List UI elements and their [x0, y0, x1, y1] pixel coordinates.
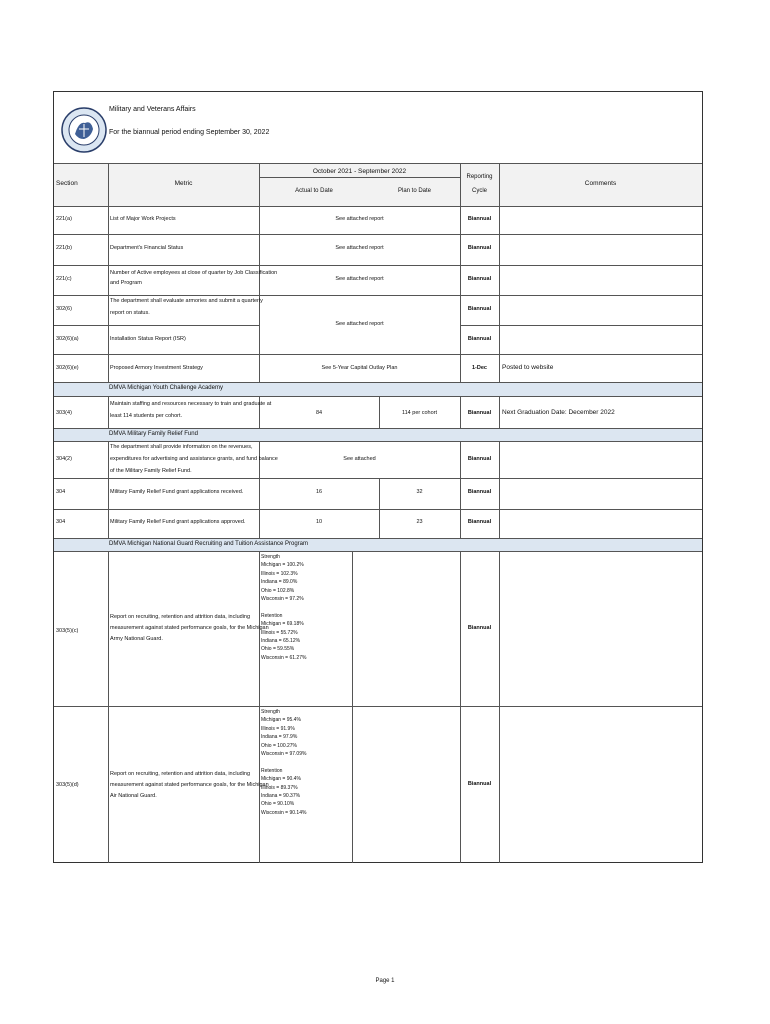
row-cycle: Biannual: [467, 336, 492, 342]
row-cycle: Biannual: [467, 781, 492, 787]
row-metric: measurement against stated performance goals, for the Michigan: [110, 782, 269, 788]
col-plan: Plan to Date: [397, 188, 432, 194]
row-cycle: Biannual: [467, 625, 492, 631]
row-actual: 10: [315, 519, 323, 525]
row-metric: Department's Financial Status: [110, 245, 184, 251]
row-section: 221(c): [56, 276, 72, 282]
report-sheet: [53, 91, 703, 863]
row-metric: Installation Status Report (ISR): [110, 336, 186, 342]
report-period: For the biannual period ending September 30, 2022: [109, 129, 270, 136]
row-metric: Proposed Armory Investment Strategy: [110, 365, 203, 371]
row-cycle: Biannual: [467, 245, 492, 251]
row-section: 303(4): [56, 410, 72, 416]
row-value: See attached report: [335, 276, 384, 282]
row-metric: of the Military Family Relief Fund.: [110, 468, 192, 474]
row-section: 304: [56, 519, 66, 525]
row-metric: Report on recruiting, retention and attrition data, including: [110, 771, 251, 777]
row-section: 302(6)(e): [56, 365, 79, 371]
row-cycle: Biannual: [467, 306, 492, 312]
col-actual: Actual to Date: [295, 188, 333, 194]
col-cycle-line1: Reporting: [466, 174, 493, 180]
air-stats-list: Strength Michigan = 95.4% Illinois = 91.9% Indiana = 97.9% Ohio = 100.27% Wisconsin = 97.09% Retention Michigan = 90.4% Illinois = 89.37% Indiana = 90.37% Ohio = 90.10% Wisconsin = 90.14%: [261, 709, 307, 816]
row-section: 303(5)(d): [56, 782, 79, 788]
row-metric: least 114 students per cohort.: [110, 413, 183, 419]
row-section: 304: [56, 489, 66, 495]
row-metric: report on status.: [110, 310, 150, 316]
dmva-seal-logo: [61, 107, 107, 153]
row-metric: and Program: [110, 280, 142, 286]
section-band-title: DMVA Michigan National Guard Recruiting and Tuition Assistance Program: [109, 541, 308, 547]
row-section: 221(b): [56, 245, 72, 251]
col-cycle-line2: Cycle: [471, 188, 487, 194]
row-metric: Number of Active employees at close of quarter by Job Classification: [110, 270, 278, 276]
row-comment: Posted to website: [502, 364, 554, 371]
row-value: See 5-Year Capital Outlay Plan: [321, 365, 398, 371]
col-metric: Metric: [174, 180, 193, 187]
col-comments: Comments: [584, 180, 617, 187]
section-band-title: DMVA Military Family Relief Fund: [109, 431, 198, 437]
row-section: 302(6)(a): [56, 336, 79, 342]
page-number: Page 1: [375, 978, 395, 984]
row-cycle: Biannual: [467, 276, 492, 282]
army-stats-list: Strength Michigan = 100.2% Illinois = 102.3% Indiana = 89.0% Ohio = 102.8% Wisconsin = 97.2% Retention Michigan = 69.18% Illinois = 55.72% Indiana = 65.12% Ohio = 59.55% Wisconsin = 61.27%: [261, 554, 307, 661]
row-cycle: Biannual: [467, 216, 492, 222]
row-actual: 84: [315, 410, 323, 416]
row-metric: The department shall provide information on the revenues,: [110, 444, 253, 450]
row-metric: Military Family Relief Fund grant applications approved.: [110, 519, 246, 525]
row-cycle: Biannual: [467, 456, 492, 462]
col-section: Section: [56, 180, 78, 187]
row-cycle: Biannual: [467, 519, 492, 525]
row-plan: 23: [416, 519, 423, 525]
row-metric: measurement against stated performance goals, for the Michigan: [110, 625, 269, 631]
row-actual: 16: [315, 489, 323, 495]
row-cycle: Biannual: [467, 489, 492, 495]
row-section: 302(6): [56, 306, 72, 312]
org-name: Military and Veterans Affairs: [109, 106, 196, 113]
row-metric: Report on recruiting, retention and attrition data, including: [110, 614, 251, 620]
row-plan: 114 per cohort: [401, 410, 438, 416]
row-metric: expenditures for advertising and assistance grants, and fund balance: [110, 456, 278, 462]
row-section: 304(2): [56, 456, 72, 462]
row-cycle: Biannual: [467, 410, 492, 416]
row-value: See attached report: [335, 245, 384, 251]
row-metric: List of Major Work Projects: [110, 216, 176, 222]
row-metric: Air National Guard.: [110, 793, 157, 799]
row-metric: Military Family Relief Fund grant applications received.: [110, 489, 244, 495]
row-section: 303(5)(c): [56, 628, 79, 634]
row-value: See attached: [343, 456, 376, 462]
row-metric: The department shall evaluate armories and submit a quarterly: [110, 298, 263, 304]
col-period-range: October 2021 - September 2022: [312, 168, 407, 175]
section-band-youth: [54, 382, 702, 397]
section-band-relief: [54, 428, 702, 442]
row-metric: Army National Guard.: [110, 636, 163, 642]
row-metric: Maintain staffing and resources necessary to train and graduate at: [110, 401, 272, 407]
row-plan: 32: [416, 489, 423, 495]
row-section: 221(a): [56, 216, 72, 222]
section-band-title: DMVA Michigan Youth Challenge Academy: [109, 385, 223, 391]
row-comment: Next Graduation Date: December 2022: [502, 409, 615, 416]
section-band-guard: [54, 538, 702, 552]
row-value: See attached report: [335, 321, 384, 327]
row-cycle: 1-Dec: [472, 365, 487, 371]
row-value: See attached report: [335, 216, 384, 222]
